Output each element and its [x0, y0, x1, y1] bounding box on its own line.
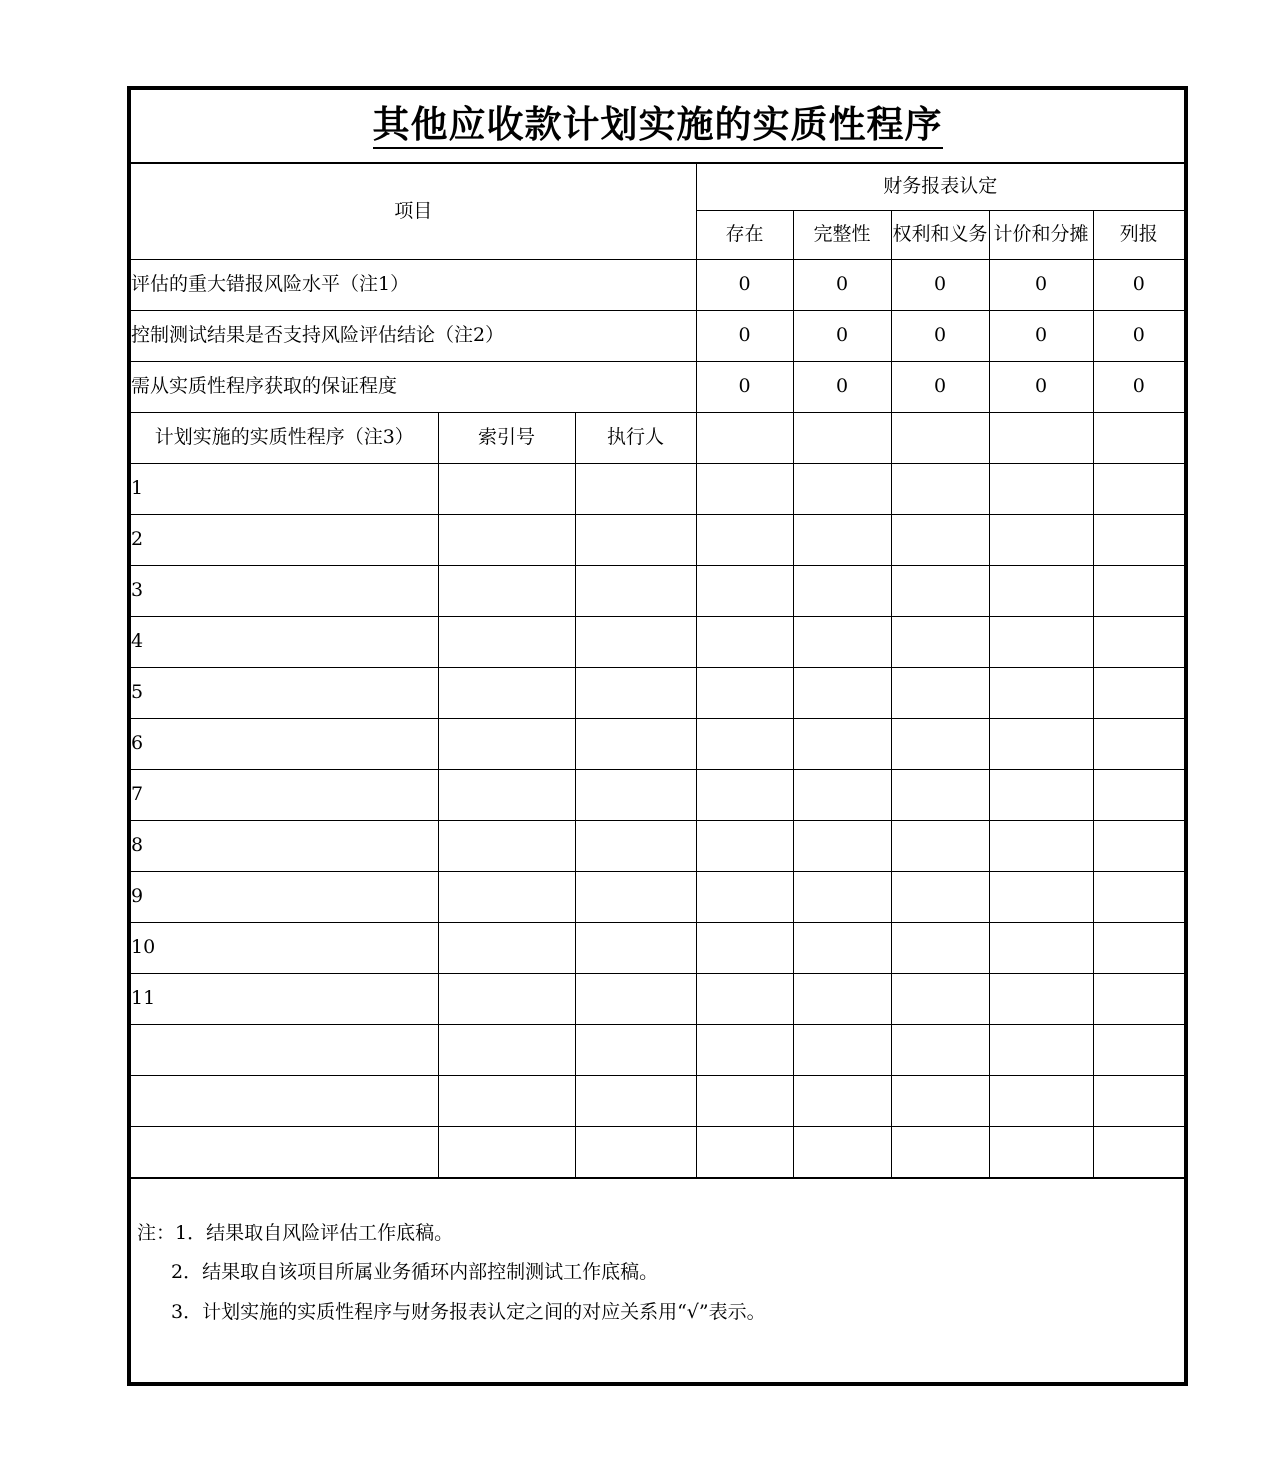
performer-column-header: 执行人 [575, 413, 696, 464]
assertion-mark-cell[interactable] [793, 1076, 891, 1127]
table-row [131, 1127, 1184, 1179]
procedure-number[interactable]: 8 [131, 821, 438, 872]
table-row [131, 566, 1184, 617]
notes-section [131, 1178, 1184, 1367]
assertion-mark-cell[interactable] [696, 515, 793, 566]
assertion-mark-cell[interactable] [1093, 668, 1184, 719]
assertion-mark-cell[interactable] [989, 668, 1093, 719]
assertion-group-header: 财务报表认定 [696, 163, 1184, 211]
procedure-header-row [131, 413, 1184, 464]
index-no-cell[interactable] [438, 719, 575, 770]
assertion-mark-cell[interactable] [1093, 872, 1184, 923]
index-no-cell[interactable] [438, 1076, 575, 1127]
performer-cell[interactable] [575, 1025, 696, 1076]
procedure-number[interactable]: 7 [131, 770, 438, 821]
assertion-mark-cell[interactable] [1093, 719, 1184, 770]
notes-row [131, 1178, 1184, 1367]
performer-cell[interactable] [575, 821, 696, 872]
procedure-number[interactable] [131, 1076, 438, 1127]
assertion-mark-cell[interactable] [989, 719, 1093, 770]
assertion-mark-cell[interactable] [891, 770, 989, 821]
assertion-mark-cell[interactable] [696, 1025, 793, 1076]
assessment-value[interactable]: 0 [696, 311, 793, 362]
assertion-mark-cell[interactable] [989, 1025, 1093, 1076]
procedure-number[interactable]: 2 [131, 515, 438, 566]
assertion-mark-cell[interactable] [1093, 974, 1184, 1025]
index-no-cell[interactable] [438, 923, 575, 974]
assertion-mark-cell[interactable] [696, 566, 793, 617]
assertion-mark-cell[interactable] [891, 1076, 989, 1127]
assertion-mark-cell[interactable] [989, 821, 1093, 872]
assertion-mark-cell[interactable] [696, 923, 793, 974]
assertion-mark-cell[interactable] [989, 515, 1093, 566]
procedure-number[interactable]: 1 [131, 464, 438, 515]
assertion-mark-cell[interactable] [891, 515, 989, 566]
procedure-number[interactable]: 10 [131, 923, 438, 974]
assertion-mark-cell[interactable] [793, 566, 891, 617]
index-no-cell[interactable] [438, 464, 575, 515]
assertion-mark-cell[interactable] [1093, 770, 1184, 821]
performer-cell[interactable] [575, 719, 696, 770]
assessment-value[interactable]: 0 [793, 260, 891, 311]
assertion-mark-cell[interactable] [696, 413, 793, 464]
assertion-mark-cell[interactable] [891, 668, 989, 719]
assessment-label: 评估的重大错报风险水平（注1） [131, 260, 696, 311]
performer-cell[interactable] [575, 770, 696, 821]
assertion-mark-cell[interactable] [1093, 413, 1184, 464]
performer-cell[interactable] [575, 1076, 696, 1127]
assertion-mark-cell[interactable] [989, 464, 1093, 515]
assertion-mark-cell[interactable] [793, 1127, 891, 1179]
performer-cell[interactable] [575, 923, 696, 974]
assertion-mark-cell[interactable] [1093, 515, 1184, 566]
assertion-header-rights-obligations: 权利和义务 [891, 211, 989, 260]
table-row [131, 1076, 1184, 1127]
index-no-cell[interactable] [438, 821, 575, 872]
table-row [131, 719, 1184, 770]
index-no-cell[interactable] [438, 515, 575, 566]
table-row [131, 821, 1184, 872]
assertion-mark-cell[interactable] [696, 668, 793, 719]
performer-cell[interactable] [575, 464, 696, 515]
table-row [131, 617, 1184, 668]
assertion-mark-cell[interactable] [696, 770, 793, 821]
table-row [131, 464, 1184, 515]
assertion-mark-cell[interactable] [891, 617, 989, 668]
assertion-mark-cell[interactable] [793, 617, 891, 668]
note-line-3: 3．计划实施的实质性程序与财务报表认定之间的对应关系用“√”表示。 [171, 1300, 766, 1323]
assertion-mark-cell[interactable] [793, 719, 891, 770]
assertion-mark-cell[interactable] [696, 464, 793, 515]
assertion-mark-cell[interactable] [793, 821, 891, 872]
assertion-mark-cell[interactable] [891, 719, 989, 770]
assessment-value[interactable]: 0 [793, 362, 891, 413]
performer-cell[interactable] [575, 617, 696, 668]
assessment-value[interactable]: 0 [696, 362, 793, 413]
index-no-cell[interactable] [438, 1025, 575, 1076]
procedure-number[interactable]: 6 [131, 719, 438, 770]
header-group-row [131, 163, 1184, 211]
assertion-mark-cell[interactable] [1093, 464, 1184, 515]
assertion-mark-cell[interactable] [1093, 821, 1184, 872]
assertion-header-valuation-allocation: 计价和分摊 [989, 211, 1093, 260]
table-row [131, 515, 1184, 566]
index-no-cell[interactable] [438, 566, 575, 617]
assertion-mark-cell[interactable] [989, 413, 1093, 464]
assertion-mark-cell[interactable] [696, 617, 793, 668]
assertion-mark-cell[interactable] [891, 923, 989, 974]
item-column-header: 项目 [131, 163, 696, 260]
assertion-mark-cell[interactable] [793, 464, 891, 515]
index-no-cell[interactable] [438, 668, 575, 719]
note-line-1: 注：1．结果取自风险评估工作底稿。 [137, 1221, 454, 1244]
assessment-label: 需从实质性程序获取的保证程度 [131, 362, 696, 413]
page-title-cell [131, 90, 1184, 163]
assertion-mark-cell[interactable] [696, 1076, 793, 1127]
table-row [131, 923, 1184, 974]
procedure-number[interactable]: 9 [131, 872, 438, 923]
assertion-mark-cell[interactable] [793, 668, 891, 719]
procedure-number[interactable]: 3 [131, 566, 438, 617]
note-line-2: 2．结果取自该项目所属业务循环内部控制测试工作底稿。 [171, 1261, 659, 1284]
assessment-value[interactable]: 0 [891, 260, 989, 311]
procedure-number[interactable]: 11 [131, 974, 438, 1025]
assessment-value[interactable]: 0 [1093, 311, 1184, 362]
worksheet-frame [127, 86, 1188, 1386]
assertion-mark-cell[interactable] [891, 1127, 989, 1179]
assertion-mark-cell[interactable] [793, 515, 891, 566]
index-no-cell[interactable] [438, 1127, 575, 1179]
assertion-mark-cell[interactable] [891, 464, 989, 515]
assertion-mark-cell[interactable] [989, 566, 1093, 617]
assertion-mark-cell[interactable] [989, 974, 1093, 1025]
assertion-mark-cell[interactable] [1093, 1076, 1184, 1127]
table-row [131, 770, 1184, 821]
table-row [131, 1025, 1184, 1076]
assertion-header-presentation: 列报 [1093, 211, 1184, 260]
assertion-mark-cell[interactable] [696, 1127, 793, 1179]
assertion-mark-cell[interactable] [793, 770, 891, 821]
performer-cell[interactable] [575, 515, 696, 566]
page-title: 其他应收款计划实施的实质性程序 [373, 103, 943, 149]
assertion-mark-cell[interactable] [793, 413, 891, 464]
title-row [131, 90, 1184, 163]
assertion-mark-cell[interactable] [989, 1127, 1093, 1179]
assertion-mark-cell[interactable] [891, 974, 989, 1025]
assertion-mark-cell[interactable] [891, 872, 989, 923]
assertion-mark-cell[interactable] [1093, 923, 1184, 974]
assessment-value[interactable]: 0 [989, 260, 1093, 311]
assertion-mark-cell[interactable] [793, 923, 891, 974]
assessment-value[interactable]: 0 [1093, 260, 1184, 311]
procedure-number[interactable] [131, 1127, 438, 1179]
table-row [131, 872, 1184, 923]
assertion-mark-cell[interactable] [989, 617, 1093, 668]
index-no-cell[interactable] [438, 617, 575, 668]
assessment-row [131, 260, 1184, 311]
assertion-mark-cell[interactable] [793, 974, 891, 1025]
procedure-number[interactable] [131, 1025, 438, 1076]
assertion-mark-cell[interactable] [891, 1025, 989, 1076]
procedure-column-header: 计划实施的实质性程序（注3） [131, 413, 438, 464]
procedure-number[interactable]: 4 [131, 617, 438, 668]
performer-cell[interactable] [575, 974, 696, 1025]
assertion-mark-cell[interactable] [793, 1025, 891, 1076]
assessment-row [131, 311, 1184, 362]
assessment-value[interactable]: 0 [891, 362, 989, 413]
assertion-header-completeness: 完整性 [793, 211, 891, 260]
index-no-cell[interactable] [438, 872, 575, 923]
assertion-mark-cell[interactable] [891, 566, 989, 617]
assertion-mark-cell[interactable] [989, 770, 1093, 821]
assertion-mark-cell[interactable] [1093, 1127, 1184, 1179]
table-row [131, 668, 1184, 719]
assessment-row [131, 362, 1184, 413]
performer-cell[interactable] [575, 668, 696, 719]
performer-cell[interactable] [575, 566, 696, 617]
substantive-procedures-table [131, 90, 1184, 1367]
assertion-mark-cell[interactable] [793, 872, 891, 923]
assertion-mark-cell[interactable] [1093, 566, 1184, 617]
assertion-mark-cell[interactable] [696, 821, 793, 872]
assertion-mark-cell[interactable] [696, 974, 793, 1025]
assertion-mark-cell[interactable] [696, 872, 793, 923]
assertion-mark-cell[interactable] [1093, 617, 1184, 668]
index-no-cell[interactable] [438, 770, 575, 821]
performer-cell[interactable] [575, 872, 696, 923]
assessment-value[interactable]: 0 [1093, 362, 1184, 413]
assessment-value[interactable]: 0 [989, 362, 1093, 413]
assessment-label: 控制测试结果是否支持风险评估结论（注2） [131, 311, 696, 362]
assertion-mark-cell[interactable] [989, 923, 1093, 974]
assessment-value[interactable]: 0 [696, 260, 793, 311]
assertion-mark-cell[interactable] [891, 413, 989, 464]
index-no-column-header: 索引号 [438, 413, 575, 464]
assertion-mark-cell[interactable] [989, 872, 1093, 923]
assertion-mark-cell[interactable] [1093, 1025, 1184, 1076]
assessment-value[interactable]: 0 [793, 311, 891, 362]
procedure-number[interactable]: 5 [131, 668, 438, 719]
assertion-mark-cell[interactable] [696, 719, 793, 770]
assertion-mark-cell[interactable] [891, 821, 989, 872]
assertion-header-existence: 存在 [696, 211, 793, 260]
assessment-value[interactable]: 0 [989, 311, 1093, 362]
performer-cell[interactable] [575, 1127, 696, 1179]
index-no-cell[interactable] [438, 974, 575, 1025]
assessment-value[interactable]: 0 [891, 311, 989, 362]
assertion-mark-cell[interactable] [989, 1076, 1093, 1127]
table-row [131, 974, 1184, 1025]
